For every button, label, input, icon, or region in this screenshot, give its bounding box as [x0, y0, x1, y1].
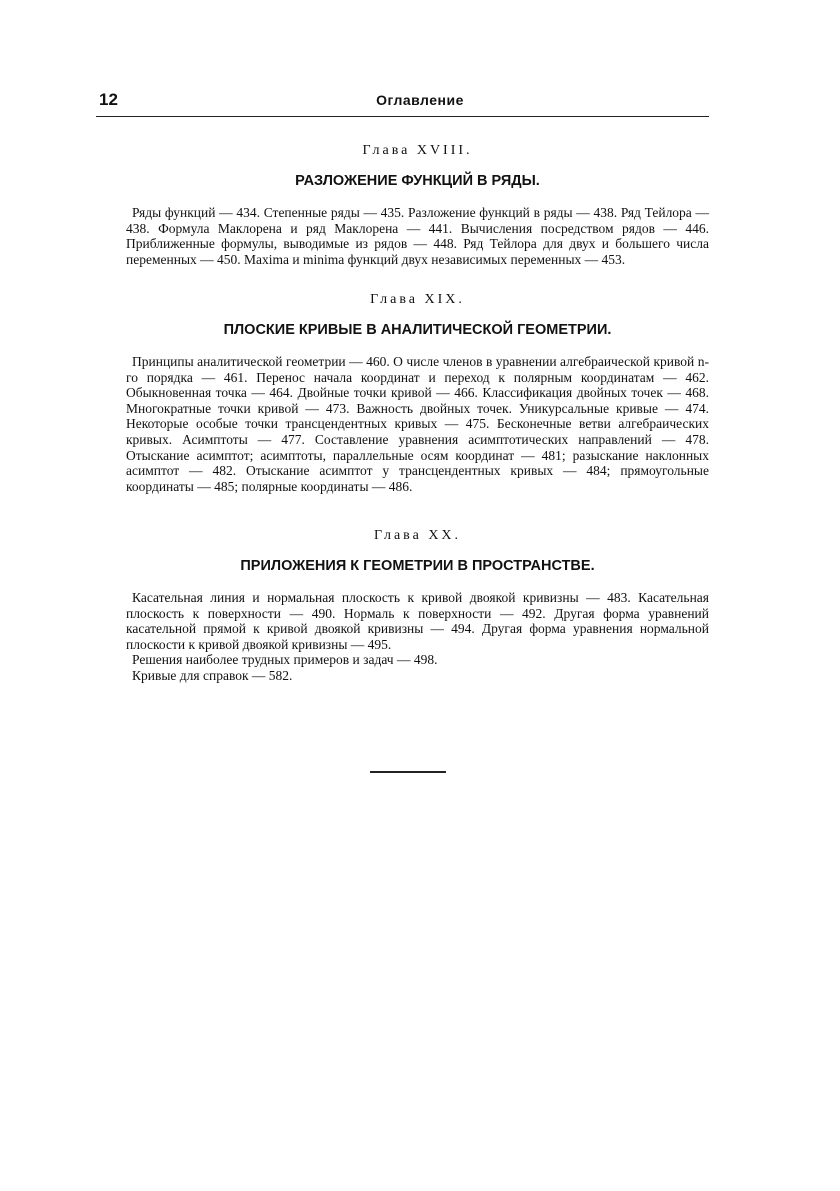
- chapter-contents: Касательная линия и нормальная плоскость к кривой двоякой кривизны — 483. Касательная плоскость к поверхности — 490. Нормаль к поверхности — 492. Другая форма уравнений касательной прямой к кривой двоякой кривизны — 494. Другая форма уравнения нормальной плоскости к кривой двоякой кривизны — 495.: [126, 590, 709, 652]
- chapter-contents: Принципы аналитической геометрии — 460. О числе членов в уравнении алгебраической кривой n-го порядка — 461. Перенос начала координат и переход к полярным координатам — 462. Обыкновенная точка — 464. Двойные точки кривой — 466. Классификация двойных точек — 468. Многократные точки кривой — 473. Важность двойных точек. Уникурсальные кривые — 474. Некоторые особые точки трансцендентных кривых — 475. Бесконечные ветви алгебраических кривых. Асимптоты — 477. Составление уравнения асимптотических направлений — 478. Отыскание асимптот; асимптоты, параллельные осям координат — 481; разыскание наклонных асимптот — 482. Отыскание асимптот у трансцендентных кривых — 484; прямоугольные координаты — 485; полярные координаты — 486.: [126, 354, 709, 494]
- chapter-title: ПРИЛОЖЕНИЯ К ГЕОМЕТРИИ В ПРОСТРАНСТВЕ.: [240, 558, 595, 574]
- chapter-title: РАЗЛОЖЕНИЕ ФУНКЦИЙ В РЯДЫ.: [295, 173, 540, 189]
- contents-line-curves: Кривые для справок — 582.: [132, 667, 293, 683]
- chapter-contents: Ряды функций — 434. Степенные ряды — 435. Разложение функций в ряды — 438. Ряд Тейлора — 438. Формула Маклорена и ряд Маклорена — 441. Вычисления посредством рядов — 446. Приближенные формулы, выводимые из рядов — 448. Ряд Тейлора для двух и большего числа переменных — 450. Maxima и minima функций двух независимых переменных — 453.: [126, 205, 709, 267]
- chapter-19: [126, 292, 709, 494]
- chapter-title: ПЛОСКИЕ КРИВЫЕ В АНАЛИТИЧЕСКОЙ ГЕОМЕТРИИ.: [223, 322, 612, 338]
- chapter-label: Глава XIX.: [370, 292, 465, 307]
- chapter-label: Глава XX.: [373, 528, 462, 543]
- chapter-label: Глава XVIII.: [362, 143, 473, 158]
- page-number: 12: [99, 90, 118, 109]
- chapter-20: [126, 528, 709, 684]
- end-rule: [370, 771, 446, 773]
- chapter-18: [126, 143, 709, 267]
- running-head: Оглавление: [376, 92, 464, 108]
- header-rule: [96, 116, 709, 117]
- contents-line-solutions: Решения наиболее трудных примеров и задач — 498.: [132, 652, 438, 668]
